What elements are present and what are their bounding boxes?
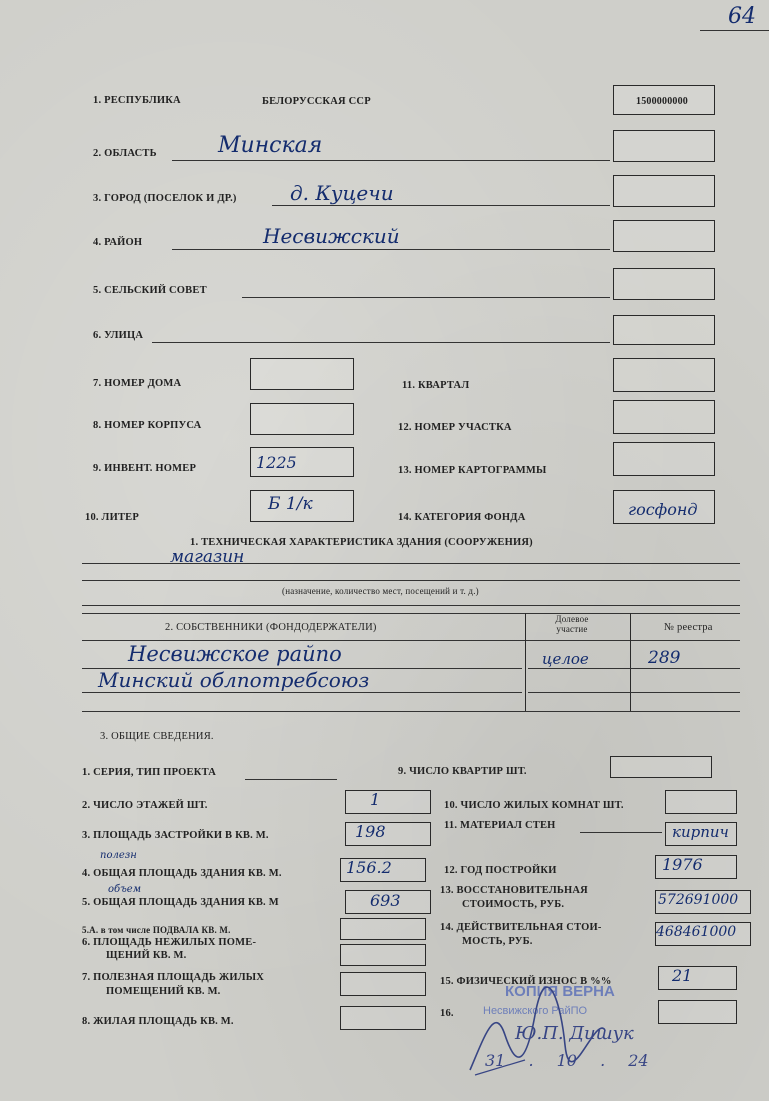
city-label: 3. ГОРОД (ПОСЕЛОК И ДР.) <box>93 193 237 204</box>
owners-top-line <box>82 613 740 614</box>
selsovet-line <box>242 297 610 298</box>
area5-value: 693 <box>370 891 401 910</box>
owner2-value: Минский облпотребсоюз <box>98 668 370 692</box>
street-code-box <box>613 315 715 345</box>
wall-label: 11. МАТЕРИАЛ СТЕН <box>444 820 556 831</box>
registry-value: 289 <box>648 648 681 668</box>
republic-label: 1. РЕСПУБЛИКА <box>93 95 181 106</box>
built-area-value: 198 <box>355 822 386 841</box>
signature-scribble <box>465 975 670 1080</box>
block-label: 8. НОМЕР КОРПУСА <box>93 420 202 431</box>
owners-col-sep-2 <box>630 613 631 711</box>
house-label: 7. НОМЕР ДОМА <box>93 378 182 389</box>
wall-line <box>580 832 662 833</box>
city-value: д. Куцечи <box>290 181 394 205</box>
basement-label: 5.А. в том числе ПОДВАЛА КВ. М. <box>82 925 231 935</box>
actual-label-1: 14. ДЕЙСТВИТЕЛЬНАЯ СТОИ- <box>440 922 602 933</box>
inv-value: 1225 <box>256 453 297 472</box>
owner1-value: Несвижское райпо <box>128 642 342 666</box>
house-box <box>250 358 354 390</box>
restore-label-2: СТОИМОСТЬ, РУБ. <box>462 899 565 910</box>
floors-box <box>345 790 431 814</box>
district-value: Несвижский <box>263 224 400 248</box>
stamp-signer: Ю.П. Дишук <box>515 1023 634 1044</box>
useful-label-2: ПОМЕЩЕНИЙ КВ. М. <box>106 986 221 997</box>
liter-value: Б 1/к <box>268 494 313 514</box>
item16-label: 16. <box>440 1008 454 1019</box>
basement-box <box>340 918 426 940</box>
floors-value: 1 <box>370 790 381 809</box>
section1-line-2 <box>82 580 740 581</box>
area5-label: 5. ОБЩАЯ ПЛОЩАДЬ ЗДАНИЯ КВ. М <box>82 897 279 908</box>
oblast-line <box>172 160 610 161</box>
page-number: 64 <box>728 4 756 29</box>
stamp-line-1: КОПИЯ ВЕРНА <box>505 983 615 1000</box>
registry-header: № реестра <box>664 622 713 633</box>
nonres-label-2: ЩЕНИЙ КВ. М. <box>106 950 187 961</box>
wall-value: кирпич <box>672 823 729 841</box>
district-code-box <box>613 220 715 252</box>
useful-box <box>340 972 426 996</box>
section1-caption: (назначение, количество мест, посещений и т. д.) <box>282 586 479 596</box>
certification-stamp <box>465 975 670 1080</box>
built-area-label: 3. ПЛОЩАДЬ ЗАСТРОЙКИ В КВ. М. <box>82 830 269 841</box>
restore-label-1: 13. ВОССТАНОВИТЕЛЬНАЯ <box>440 885 588 896</box>
area4-label: 4. ОБЩАЯ ПЛОЩАДЬ ЗДАНИЯ КВ. М. <box>82 868 282 879</box>
share-header: Долевое участие <box>555 614 589 634</box>
living-label: 8. ЖИЛАЯ ПЛОЩАДЬ КВ. М. <box>82 1016 234 1027</box>
nonres-box <box>340 944 426 966</box>
useful-label-1: 7. ПОЛЕЗНАЯ ПЛОЩАДЬ ЖИЛЫХ <box>82 972 265 983</box>
plot-label: 12. НОМЕР УЧАСТКА <box>398 422 512 433</box>
fund-value: госфонд <box>628 500 698 519</box>
owners-col-sep-1 <box>525 613 526 711</box>
street-label: 6. УЛИЦА <box>93 330 144 341</box>
wear-value: 21 <box>672 966 693 985</box>
section3-title: 3. ОБЩИЕ СВЕДЕНИЯ. <box>100 731 214 742</box>
section1-title: 1. ТЕХНИЧЕСКАЯ ХАРАКТЕРИСТИКА ЗДАНИЯ (СООРУЖЕНИЯ) <box>190 537 533 548</box>
stamp-date: 31 . 10 . 24 <box>485 1051 649 1070</box>
plot-box <box>613 400 715 434</box>
owners-bottom-line <box>82 711 740 712</box>
area4-value: 156.2 <box>346 858 392 877</box>
owners-row-line-2 <box>528 692 740 693</box>
owners-header-line <box>82 640 740 641</box>
oblast-value: Минская <box>218 133 323 158</box>
district-line <box>172 249 610 250</box>
owners-header: 2. СОБСТВЕННИКИ (ФОНДОДЕРЖАТЕЛИ) <box>165 622 377 633</box>
rooms-box <box>665 790 737 814</box>
actual-value: 468461000 <box>656 924 737 940</box>
owner2-line <box>82 692 522 693</box>
share-value: целое <box>542 650 589 668</box>
fund-label: 14. КАТЕГОРИЯ ФОНДА <box>398 512 526 523</box>
restore-value: 572691000 <box>658 892 739 908</box>
series-line <box>245 779 337 780</box>
inv-label: 9. ИНВЕНТ. НОМЕР <box>93 463 197 474</box>
selsovet-code-box <box>613 268 715 300</box>
stamp-line-2: Несвижского РайПО <box>483 1005 588 1017</box>
section1-value: магазин <box>170 547 245 567</box>
oblast-label: 2. ОБЛАСТЬ <box>93 148 157 159</box>
area5-note: объем <box>108 884 141 895</box>
rooms-label: 10. ЧИСЛО ЖИЛЫХ КОМНАТ ШТ. <box>444 800 624 811</box>
actual-label-2: МОСТЬ, РУБ. <box>462 936 533 947</box>
cartogram-box <box>613 442 715 476</box>
section1-line-1 <box>82 563 740 564</box>
oblast-code-box <box>613 130 715 162</box>
owners-row-line-1 <box>528 668 740 669</box>
quarter-box <box>613 358 715 392</box>
series-label: 1. СЕРИЯ, ТИП ПРОЕКТА <box>82 767 217 778</box>
quarter-label: 11. КВАРТАЛ <box>402 380 470 391</box>
liter-label: 10. ЛИТЕР <box>85 512 139 523</box>
wear-label: 15. ФИЗИЧЕСКИЙ ИЗНОС В %% <box>440 976 612 987</box>
page-number-underline <box>700 30 769 31</box>
apartments-box <box>610 756 712 778</box>
year-value: 1976 <box>662 855 703 874</box>
street-line <box>152 342 610 343</box>
district-label: 4. РАЙОН <box>93 237 143 248</box>
area4-note: полезн <box>100 850 137 861</box>
selsovet-label: 5. СЕЛЬСКИЙ СОВЕТ <box>93 285 207 296</box>
code-value: 1500000000 <box>636 96 688 107</box>
year-label: 12. ГОД ПОСТРОЙКИ <box>444 865 557 876</box>
block-box <box>250 403 354 435</box>
cartogram-label: 13. НОМЕР КАРТОГРАММЫ <box>398 465 547 476</box>
republic-value: БЕЛОРУССКАЯ ССР <box>262 96 371 107</box>
nonres-label-1: 6. ПЛОЩАДЬ НЕЖИЛЫХ ПОМЕ- <box>82 937 257 948</box>
floors-label: 2. ЧИСЛО ЭТАЖЕЙ ШТ. <box>82 800 208 811</box>
city-line <box>272 205 610 206</box>
city-code-box <box>613 175 715 207</box>
apartments-label: 9. ЧИСЛО КВАРТИР ШТ. <box>398 766 527 777</box>
section1-line-3 <box>82 605 740 606</box>
living-box <box>340 1006 426 1030</box>
